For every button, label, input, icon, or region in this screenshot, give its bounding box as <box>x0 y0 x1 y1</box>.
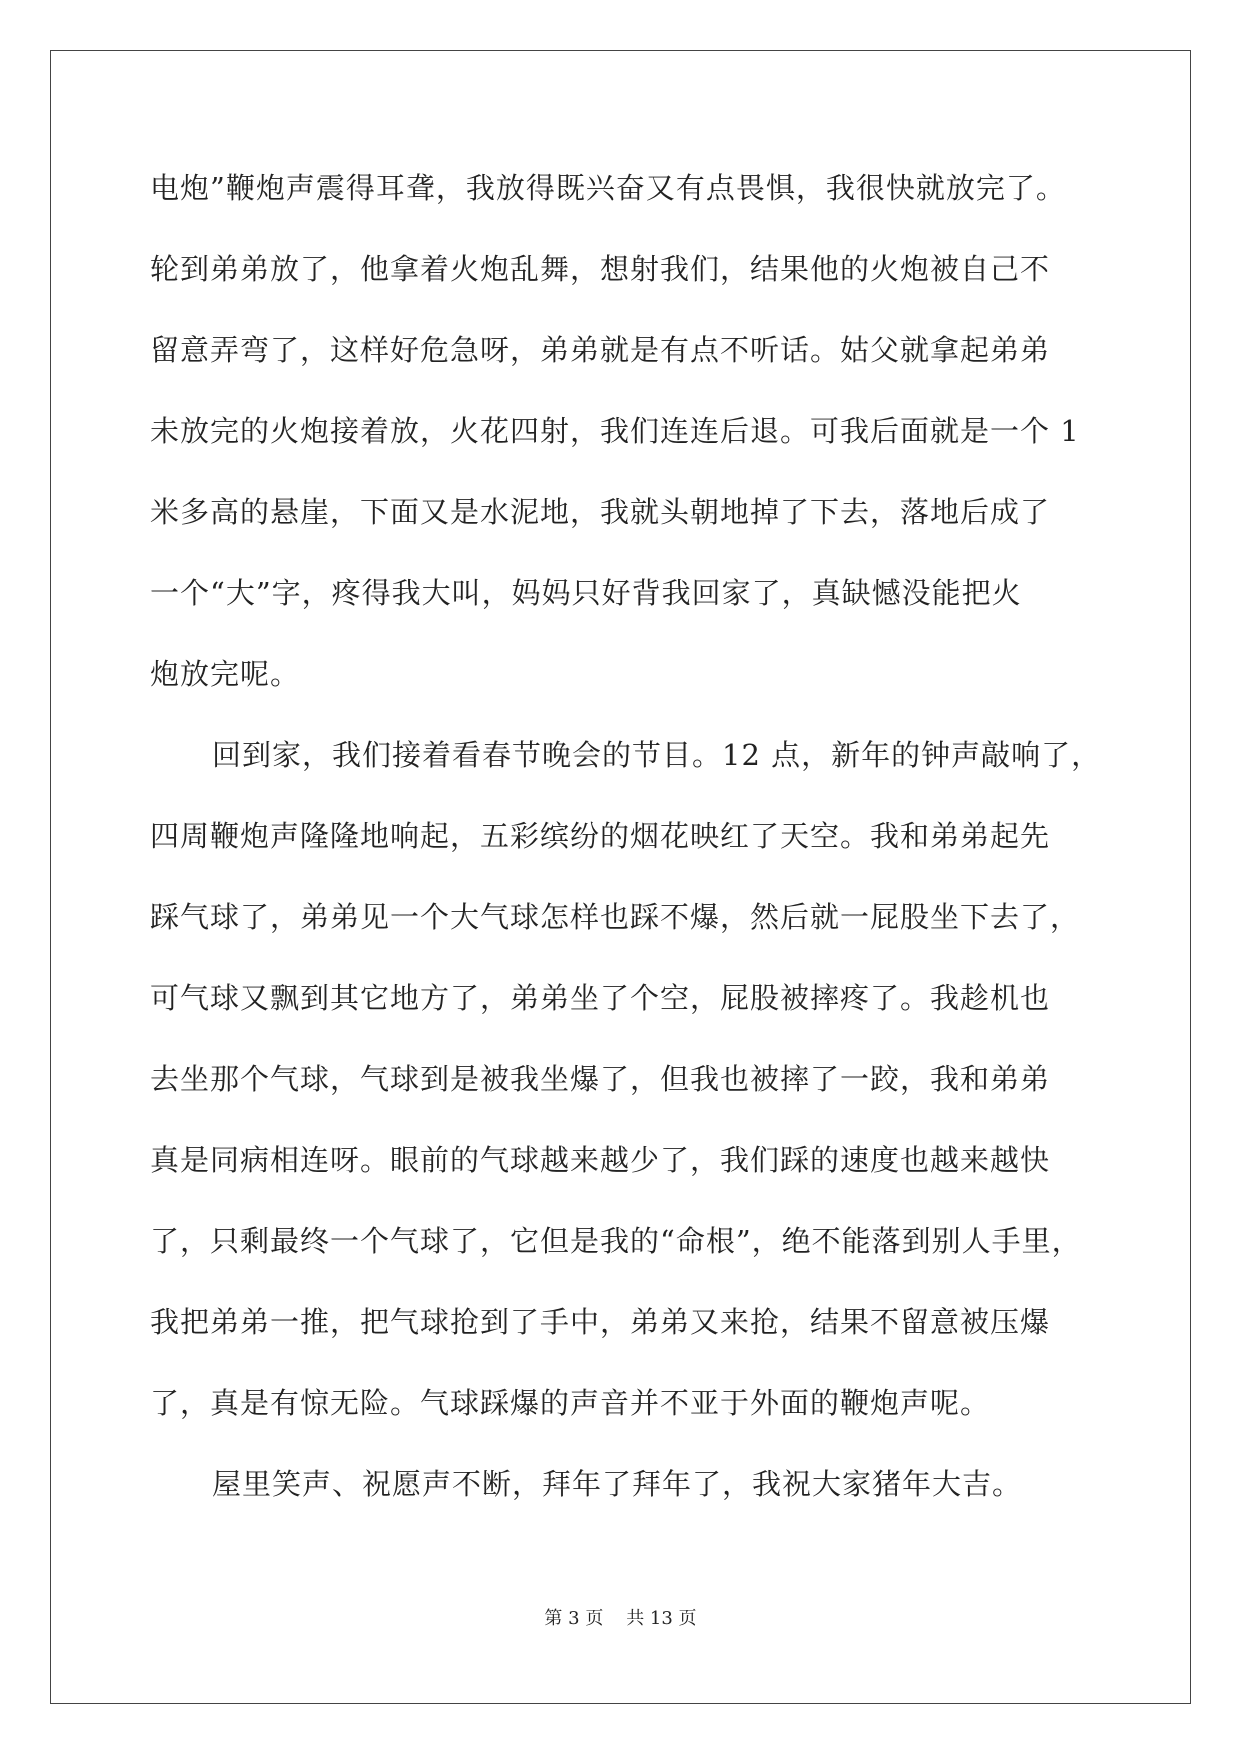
text-line: 屋里笑声、祝愿声不断，拜年了拜年了，我祝大家猪年大吉。 <box>212 1467 1023 1501</box>
text-line: 米多高的悬崖，下面又是水泥地，我就头朝地掉了下去，落地后成了 <box>150 495 1051 529</box>
text-line: 了，真是有惊无险。气球踩爆的声音并不亚于外面的鞭炮声呢。 <box>150 1386 991 1420</box>
text-line: 踩气球了，弟弟见一个大气球怎样也踩不爆，然后就一屁股坐下去了， <box>150 900 1081 934</box>
text-line: 轮到弟弟放了，他拿着火炮乱舞，想射我们，结果他的火炮被自己不 <box>150 252 1051 286</box>
text-line: 四周鞭炮声隆隆地响起，五彩缤纷的烟花映红了天空。我和弟弟起先 <box>150 819 1051 853</box>
text-line: 未放完的火炮接着放，火花四射，我们连连后退。可我后面就是一个 1 <box>150 414 1080 448</box>
text-line: 了，只剩最终一个气球了，它但是我的“命根”，绝不能落到别人手里， <box>150 1224 1082 1258</box>
text-line: 炮放完呢。 <box>150 657 301 691</box>
text-line: 一个“大”字，疼得我大叫，妈妈只好背我回家了，真缺憾没能把火 <box>150 576 1022 610</box>
document-body <box>150 148 1100 1525</box>
page-footer: 第 3 页 共 13 页 <box>544 1608 697 1629</box>
text-line: 留意弄弯了，这样好危急呀，弟弟就是有点不听话。姑父就拿起弟弟 <box>150 333 1051 367</box>
text-line: 回到家，我们接着看春节晚会的节目。12 点，新年的钟声敲响了， <box>212 738 1102 772</box>
text-line: 去坐那个气球，气球到是被我坐爆了，但我也被摔了一跤，我和弟弟 <box>150 1062 1051 1096</box>
text-line: 我把弟弟一推，把气球抢到了手中，弟弟又来抢，结果不留意被压爆 <box>150 1305 1051 1339</box>
text-line: 真是同病相连呀。眼前的气球越来越少了，我们踩的速度也越来越快 <box>150 1143 1051 1177</box>
text-line: 可气球又飘到其它地方了，弟弟坐了个空，屁股被摔疼了。我趁机也 <box>150 981 1051 1015</box>
text-line: 电炮”鞭炮声震得耳聋，我放得既兴奋又有点畏惧，我很快就放完了。 <box>150 171 1066 205</box>
